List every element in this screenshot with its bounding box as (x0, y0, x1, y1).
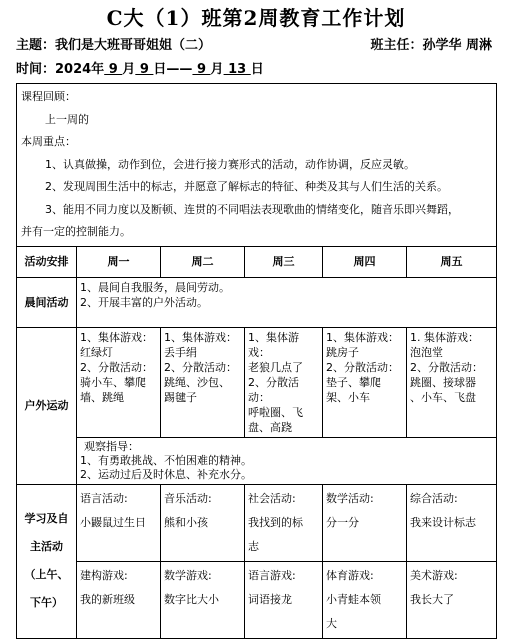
study-pm-mon (77, 561, 161, 638)
header-tue: 周二 (161, 246, 245, 277)
outdoor-line: 1、集体游戏： (248, 330, 299, 359)
study-line: 综合活动: (410, 491, 458, 505)
start-day: 9 (135, 62, 154, 77)
study-label-line: 主活动 (30, 540, 63, 553)
end-month: 9 (192, 62, 211, 77)
study-label (17, 484, 77, 638)
study-line: 我的新班级 (80, 592, 135, 606)
outdoor-line: 红绿灯 (80, 345, 113, 359)
guide-item: 2、运动过后及时休息、补充水分。 (80, 467, 252, 481)
observation-guide (77, 437, 497, 484)
outdoor-line: 1. 集体游戏： (410, 330, 479, 344)
outdoor-line: 2、分散活动： (410, 360, 483, 374)
study-line: 社会活动: (248, 491, 296, 505)
outdoor-line: 2、分散活动： (164, 360, 237, 374)
review-title: 课程回顾： (21, 90, 76, 103)
guide-item: 1、有勇敢挑战、不怕困难的精神。 (80, 453, 252, 467)
study-label-line: 学习及自 (24, 512, 69, 525)
outdoor-line: 泡泡堂 (410, 345, 443, 359)
study-line: 语言活动: (80, 491, 128, 505)
outdoor-line: 垫子、攀爬 (326, 375, 381, 389)
study-line: 我找到的标 (248, 515, 303, 529)
theme-row (16, 34, 496, 53)
study-line: 分一分 (326, 515, 359, 529)
study-line: 音乐活动: (164, 491, 212, 505)
outdoor-line: 、小车、飞盘 (410, 390, 476, 404)
outdoor-line: 1、集体游戏： (80, 330, 153, 344)
focus-point-2: 2、发现周围生活中的标志，并愿意了解标志的特征、种类及其与人们生活的关系。 (45, 180, 448, 193)
study-am-wed (245, 484, 323, 561)
focus-title: 本周重点： (21, 135, 76, 148)
outdoor-line: 架、小车 (326, 390, 370, 404)
morning-item: 1、晨间自我服务，晨间劳动。 (80, 280, 230, 294)
header-activity: 活动安排 (17, 246, 77, 277)
outdoor-line: 骑小车、攀爬 (80, 375, 146, 389)
outdoor-line: 丢手绢 (164, 345, 197, 359)
study-am-thu (323, 484, 407, 561)
month-label: 月 (122, 62, 136, 77)
outdoor-line: 跳圈、接球器 (410, 375, 476, 389)
study-am-fri (407, 484, 497, 561)
outdoor-line: 老狼几点了 (248, 360, 303, 374)
study-line: 词语接龙 (248, 592, 292, 606)
morning-label: 晨间活动 (17, 277, 77, 327)
outdoor-line: 1、集体游戏： (164, 330, 237, 344)
outdoor-line: 跳绳、沙包、 (164, 375, 230, 389)
study-line: 我来设计标志 (410, 515, 476, 529)
theme-text: 主题：我们是大班哥哥姐姐（二） (16, 38, 212, 53)
study-pm-tue (161, 561, 245, 638)
plan-table (16, 83, 497, 639)
outdoor-line: 2、分散活动： (248, 375, 299, 404)
focus-point-1: 1、认真做操，动作到位，会进行接力赛形式的活动，动作协调，反应灵敏。 (45, 157, 415, 171)
teacher-text: 班主任：孙学华 周淋 (370, 38, 492, 53)
outdoor-line: 跳房子 (326, 345, 359, 359)
study-line: 小鼹鼠过生日 (80, 515, 146, 529)
outdoor-mon (77, 327, 161, 437)
outdoor-wed (245, 327, 323, 437)
guide-title: 观察指导： (84, 439, 139, 453)
study-line: 美术游戏: (410, 568, 458, 582)
outdoor-line: 1、集体游戏： (326, 330, 399, 344)
time-row (16, 58, 496, 77)
study-label-line: （上午、 (24, 568, 69, 581)
day-label: 日 (250, 62, 264, 77)
header-mon: 周一 (77, 246, 161, 277)
study-pm-fri (407, 561, 497, 638)
header-thu: 周四 (323, 246, 407, 277)
study-line: 志 (248, 539, 259, 553)
date-separator: 日—— (153, 62, 193, 77)
header-wed: 周三 (245, 246, 323, 277)
study-line: 我长大了 (410, 592, 454, 606)
start-month: 9 (104, 62, 123, 77)
study-pm-thu (323, 561, 407, 638)
study-line: 大 (326, 616, 337, 630)
morning-item: 2、开展丰富的户外活动。 (80, 295, 208, 309)
study-line: 数学活动: (326, 491, 374, 505)
end-day: 13 (223, 62, 251, 77)
month-label: 月 (210, 62, 224, 77)
study-line: 语言游戏: (248, 568, 296, 582)
study-line: 数学游戏: (164, 568, 212, 582)
page-title: C大（1）班第2周教育工作计划 (106, 6, 406, 30)
study-am-mon (77, 484, 161, 561)
intro-cell (17, 84, 497, 247)
outdoor-line: 盘、高跷 (248, 420, 292, 434)
outdoor-line: 呼啦圈、飞 (248, 405, 303, 419)
outdoor-fri (407, 327, 497, 437)
study-line: 体育游戏: (326, 568, 374, 582)
morning-cell (77, 277, 497, 327)
focus-point-3: 3、能用不同力度以及断顿、连贯的不同唱法表现歌曲的情绪变化，随音乐即兴舞蹈， (45, 202, 459, 216)
outdoor-line: 墙、跳绳 (80, 390, 124, 404)
outdoor-line: 踢毽子 (164, 390, 197, 404)
study-pm-wed (245, 561, 323, 638)
study-label-line: 下午） (30, 596, 63, 609)
study-am-tue (161, 484, 245, 561)
outdoor-tue (161, 327, 245, 437)
study-line: 建构游戏: (80, 568, 128, 582)
time-prefix: 时间：2024年 (16, 62, 105, 77)
focus-point-3-cont: 并有一定的控制能力。 (21, 225, 131, 238)
header-fri: 周五 (407, 246, 497, 277)
outdoor-thu (323, 327, 407, 437)
outdoor-line: 2、分散活动： (326, 360, 399, 374)
study-line: 数字比大小 (164, 592, 219, 606)
outdoor-line: 2、分散活动： (80, 360, 153, 374)
outdoor-label: 户外运动 (17, 327, 77, 484)
study-line: 小青蛙本领 (326, 592, 381, 606)
review-text: 上一周的 (45, 112, 89, 126)
study-line: 熊和小孩 (164, 515, 208, 529)
